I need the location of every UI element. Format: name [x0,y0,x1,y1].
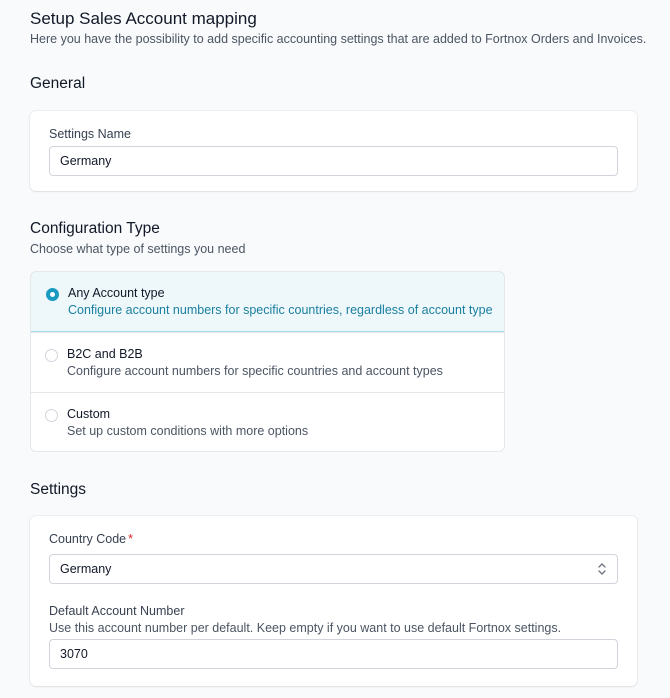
default-account-label: Default Account Number [49,604,185,618]
chevron-up-down-icon [597,562,607,576]
settings-name-input[interactable] [49,146,618,176]
radio-option-title: B2C and B2B [67,347,143,361]
radio-option-title: Custom [67,407,111,421]
radio-option-description: Set up custom conditions with more options [67,424,309,438]
general-section-title: General [30,75,86,92]
page-description: Here you have the possibility to add specific accounting settings that are added to Fortnox Orders and Invoices. [30,32,647,46]
general-card [30,111,637,191]
country-code-label-text: Country Code [49,532,127,546]
radio-option-title: Any Account type [68,286,165,300]
radio-option-b2c-b2b[interactable] [31,332,504,392]
configuration-section-title: Configuration Type [30,220,160,237]
radio-option-description: Configure account numbers for specific countries and account types [67,364,443,378]
radio-selected-icon[interactable] [46,288,59,301]
configuration-type-radio-group [30,271,505,452]
radio-unselected-icon[interactable] [45,349,58,362]
default-account-input[interactable] [49,639,618,669]
default-account-help: Use this account number per default. Keep empty if you want to use default Fortnox settings. [49,621,562,635]
radio-unselected-icon[interactable] [45,409,58,422]
settings-card [30,516,637,686]
radio-option-custom[interactable] [31,392,504,452]
country-code-select[interactable] [49,554,618,584]
settings-section-title: Settings [30,481,87,498]
required-marker: * [128,532,133,546]
page-title: Setup Sales Account mapping [30,9,257,28]
settings-name-label: Settings Name [49,127,131,141]
radio-option-description: Configure account numbers for specific countries, regardless of account type [68,303,493,317]
country-code-label [49,532,133,546]
configuration-section-description: Choose what type of settings you need [30,242,246,256]
country-code-selected-value: Germany [60,562,112,576]
radio-option-any-account-type[interactable] [30,271,505,332]
